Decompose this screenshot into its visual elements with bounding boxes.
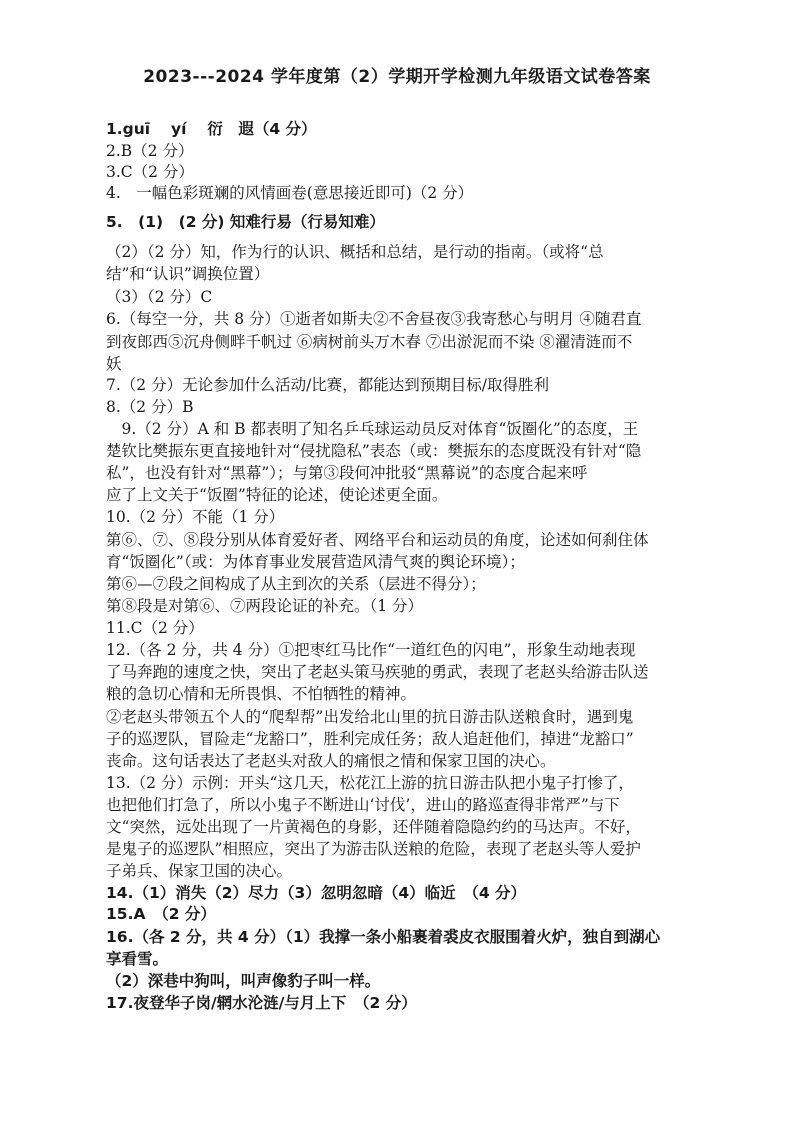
answer-line: 到夜郎西⑤沉舟侧畔千帆过 ⑥病树前头万木春 ⑦出淤泥而不染 ⑧濯清涟而不 [106, 333, 633, 351]
answer-line: 7.（2 分）无论参加什么活动/比赛，都能达到预期目标/取得胜利 [106, 376, 550, 394]
answer-line: 应了上文关于“饭圈”特征的论述，使论述更全面。 [106, 486, 448, 504]
answer-line: 1.guī yí 衍 遐（4 分） [106, 120, 317, 138]
answer-line: 16.（各 2 分，共 4 分）（1）我撑一条小船裹着裘皮衣服围着火炉，独自到湖心 [106, 928, 661, 946]
answer-line: 11.C（2 分） [106, 619, 204, 637]
answer-line: 结”和“认识”调换位置） [106, 265, 270, 283]
answer-line: 了马奔跑的速度之快，突出了老赵头策马疾驰的勇武，表现了老赵头给游击队送 [106, 663, 649, 681]
answer-line: （2）（2 分）知，作为行的认识、概括和总结，是行动的指南。（或将“总 [106, 243, 604, 261]
answer-line: 子弟兵、保家卫国的决心。 [106, 862, 293, 880]
answer-line: 6.（每空一分，共 8 分）①逝者如斯夫②不舍昼夜③我寄愁心与明月 ④随君直 [106, 310, 642, 328]
page-title: 2023---2024 学年度第（2）学期开学检测九年级语文试卷答案 [143, 67, 651, 87]
answer-line: 3.C（2 分） [106, 163, 194, 181]
answer-line: 5. (1) (2 分) 知难行易（行易知难） [106, 213, 385, 231]
answer-line: 育“饭圈化”（或：为体育事业发展营造风清气爽的舆论环境）； [106, 553, 525, 571]
answer-line: 妖 [106, 355, 122, 373]
answer-line: 也把他们打急了，所以小鬼子不断进山‘讨伐’，进山的路巡查得非常严”与下 [106, 796, 620, 814]
answer-line: 15.A （2 分） [106, 905, 216, 923]
answer-line: 是鬼子的巡逻队”相照应，突出了为游击队送粮的危险，表现了老赵头等人爱护 [106, 840, 641, 858]
answer-line: 文“突然，远处出现了一片黄褐色的身影，还伴随着隐隐约约的马达声。不好， [106, 818, 641, 836]
answer-line: 10.（2 分）不能（1 分） [106, 508, 285, 526]
answer-line: 17.夜登华子岗/辋水沦涟/与月上下 （2 分） [106, 994, 417, 1012]
answer-line: 第⑥、⑦、⑧段分别从体育爱好者、网络平台和运动员的角度，论述如何刹住体 [106, 531, 649, 549]
answer-line: 2.B（2 分） [106, 142, 194, 160]
answer-line: 享看雪。 [106, 950, 169, 968]
answer-line: 14.（1）消失（2）尽力（3）忽明忽暗（4）临近 （4 分） [106, 884, 527, 902]
answer-line: 粮的急切心情和无所畏惧、不怕牺牲的精神。 [106, 685, 417, 703]
answer-line: 9.（2 分）A 和 B 都表明了知名乒乓球运动员反对体育“饭圈化”的态度，王 [106, 420, 639, 438]
answer-line: 13.（2 分）示例：开头“这几天，松花江上游的抗日游击队把小鬼子打惨了， [106, 774, 634, 792]
answer-line: 子的巡逻队，冒险走“龙豁口”，胜利完成任务；敌人追赶他们，掉进“龙豁口” [106, 730, 634, 748]
answer-line: 楚钦比樊振东更直接地针对“侵扰隐私”表态（或：樊振东的态度既没有针对“隐 [106, 442, 642, 460]
answer-line: 4. 一幅色彩斑斓的风情画卷(意思接近即可)（2 分） [106, 184, 474, 202]
answer-line: 私”，也没有针对“黑幕”）；与第③段何冲批驳“黑幕说”的态度合起来呼 [106, 464, 588, 482]
answer-line: 8.（2 分）B [106, 398, 194, 416]
answer-line: 第⑥—⑦段之间构成了从主到次的关系（层进不得分）； [106, 575, 486, 593]
answer-line: 12.（各 2 分，共 4 分）①把枣红马比作“一道红色的闪电”，形象生动地表现 [106, 641, 636, 659]
answer-line: ②老赵头带领五个人的“爬犁帮”出发给北山里的抗日游击队送粮食时，遇到鬼 [106, 708, 634, 726]
answer-line: （3）（2 分）C [106, 288, 213, 306]
answer-line: 第⑧段是对第⑥、⑦两段论证的补充。（1 分） [106, 597, 424, 615]
answer-line: 丧命。这句话表达了老赵头对敌人的痛恨之情和保家卫国的决心。 [106, 752, 556, 770]
answer-line: （2）深巷中狗叫，叫声像豹子叫一样。 [106, 972, 381, 990]
